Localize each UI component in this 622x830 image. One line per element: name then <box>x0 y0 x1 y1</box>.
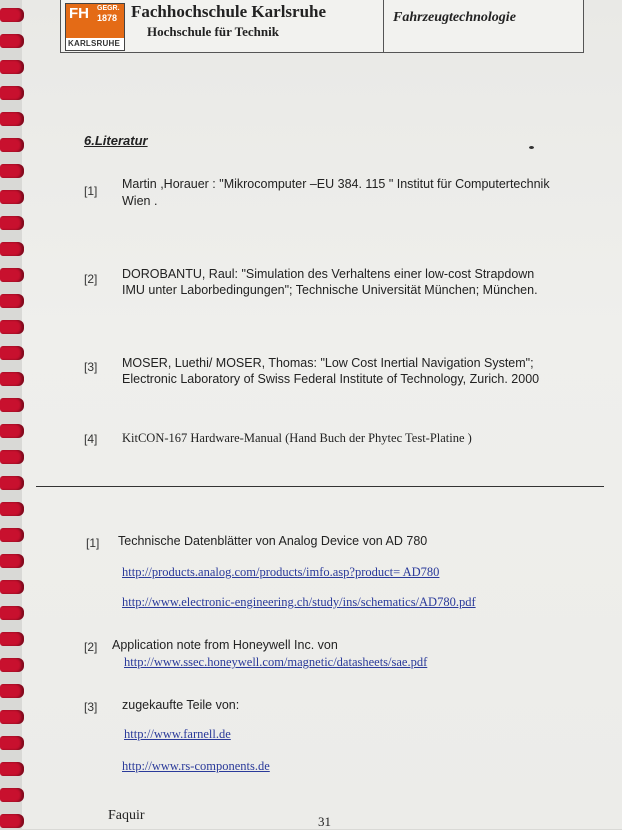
binding-ring <box>0 294 24 308</box>
source-3-text: zugekaufte Teile von: <box>122 698 240 712</box>
binding-ring <box>0 450 24 464</box>
binding-ring <box>0 268 24 282</box>
spiral-binding <box>0 0 26 829</box>
binding-ring <box>0 736 24 750</box>
binding-ring <box>0 346 24 360</box>
source-link-farnell[interactable]: http://www.farnell.de <box>124 727 231 741</box>
source-1-text: Technische Datenblätter von Analog Device von AD 780 <box>118 534 428 548</box>
binding-ring <box>0 190 24 204</box>
source-link-ad780-pdf[interactable]: http://www.electronic-engineering.ch/study/ins/schematics/AD780.pdf <box>122 595 476 609</box>
footer-author: Faquir <box>108 808 145 823</box>
binding-ring <box>0 216 24 230</box>
logo-gegr-text: GEGR. <box>97 5 120 12</box>
logo-city-text: KARLSRUHE <box>68 39 121 48</box>
document-page <box>22 0 622 829</box>
binding-ring <box>0 60 24 74</box>
ink-speck <box>529 146 534 149</box>
reference-4-line-1: KitCON-167 Hardware-Manual (Hand Buch der Phytec Test-Platine ) <box>122 431 472 445</box>
binding-ring <box>0 476 24 490</box>
section-divider <box>36 486 604 487</box>
logo-fh-text: FH <box>69 5 89 22</box>
binding-ring <box>0 8 24 22</box>
binding-ring <box>0 398 24 412</box>
binding-ring <box>0 814 24 828</box>
reference-number: [3] <box>84 360 98 374</box>
fh-logo <box>65 3 125 51</box>
source-2-text: Application note from Honeywell Inc. von <box>112 638 338 652</box>
binding-ring <box>0 554 24 568</box>
binding-ring <box>0 138 24 152</box>
binding-ring <box>0 86 24 100</box>
logo-year-text: 1878 <box>97 13 118 23</box>
source-number: [1] <box>86 536 100 550</box>
binding-ring <box>0 164 24 178</box>
header-divider <box>383 0 384 52</box>
binding-ring <box>0 632 24 646</box>
binding-ring <box>0 762 24 776</box>
reference-number: [2] <box>84 272 98 286</box>
institution-title: Fachhochschule Karlsruhe <box>131 2 327 21</box>
reference-3-line-1: MOSER, Luethi/ MOSER, Thomas: "Low Cost Inertial Navigation System"; <box>122 356 534 370</box>
binding-ring <box>0 320 24 334</box>
source-link-analog-product[interactable]: http://products.analog.com/products/imfo.asp?product= AD780 <box>122 565 440 579</box>
binding-ring <box>0 424 24 438</box>
binding-ring <box>0 580 24 594</box>
source-link-honeywell[interactable]: http://www.ssec.honeywell.com/magnetic/datasheets/sae.pdf <box>124 655 428 669</box>
reference-3-line-2: Electronic Laboratory of Swiss Federal Institute of Technology, Zurich. 2000 <box>122 372 540 386</box>
binding-ring <box>0 34 24 48</box>
reference-2-line-2: IMU unter Laborbedingungen"; Technische Universität München; München. <box>122 283 538 297</box>
department-label: Fahrzeugtechnologie <box>393 10 516 25</box>
source-number: [2] <box>84 640 98 654</box>
reference-1-line-2: Wien . <box>122 194 158 208</box>
binding-ring <box>0 658 24 672</box>
section-heading: 6.Literatur <box>84 133 148 148</box>
binding-ring <box>0 502 24 516</box>
binding-ring <box>0 372 24 386</box>
reference-number: [4] <box>84 432 98 446</box>
binding-ring <box>0 710 24 724</box>
binding-ring <box>0 112 24 126</box>
reference-number: [1] <box>84 184 98 198</box>
institution-subtitle: Hochschule für Technik <box>147 24 279 39</box>
binding-ring <box>0 788 24 802</box>
binding-ring <box>0 528 24 542</box>
reference-1-line-1: Martin ,Horauer : "Mikrocomputer –EU 384. 115 " Institut für Computertechnik <box>122 177 550 191</box>
binding-ring <box>0 242 24 256</box>
page-number: 31 <box>318 814 331 829</box>
binding-ring <box>0 606 24 620</box>
source-number: [3] <box>84 700 98 714</box>
page-header <box>60 0 584 53</box>
binding-ring <box>0 684 24 698</box>
reference-2-line-1: DOROBANTU, Raul: "Simulation des Verhaltens einer low-cost Strapdown <box>122 267 535 281</box>
source-link-rs-components[interactable]: http://www.rs-components.de <box>122 759 270 773</box>
